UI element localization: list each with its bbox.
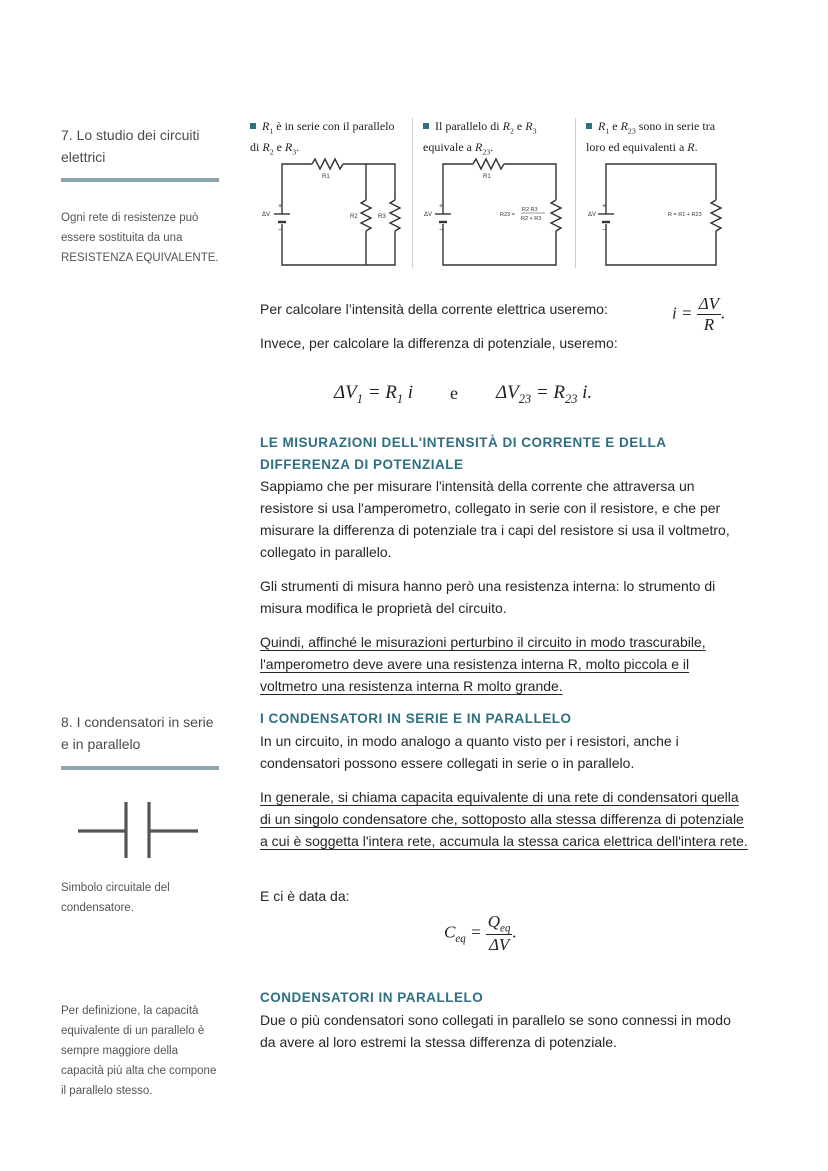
equation-and: e	[450, 383, 458, 403]
figure-2-caption: Il parallelo di $R_2$ e $R_3$ equivale a $R_{23}$.	[423, 119, 537, 157]
section-7-note: Ogni rete di resistenze può essere sostituita da una RESISTENZA EQUIVALENTE.	[61, 212, 219, 264]
paragraph-potential: Invece, per calcolare la differenza di potenziale, useremo:	[260, 335, 618, 351]
heading-measurements: LE MISURAZIONI DELL'INTENSITÀ DI CORRENTE E DELLA DIFFERENZA DI POTENZIALE	[260, 435, 667, 472]
section-8-divider	[61, 766, 219, 770]
circuit-1-label-r3: R3	[378, 214, 386, 220]
circuit-2-formula-left: R23 =	[500, 212, 515, 218]
circuit-diagram-3	[580, 152, 730, 272]
paragraph-therefore: Quindi, affinché le misurazioni perturbino il circuito in modo trascurabile, l'amperometro deve avere una resistenza interna R, molto piccola e il voltmetro una resistenza interna R molto grande.	[260, 634, 706, 694]
circuit-2-formula-den: R2 + R3	[521, 216, 542, 222]
capacitor-symbol	[76, 800, 201, 862]
svg-text:−: −	[439, 227, 444, 234]
paragraph-parallel: Due o più condensatori sono collegati in parallelo se sono connessi in modo da avere al loro estremi la stessa differenza di potenziale.	[260, 1012, 731, 1050]
svg-text:+: +	[439, 203, 444, 210]
svg-text:−: −	[602, 227, 607, 234]
circuit-1-label-r2: R2	[350, 214, 358, 220]
circuit-3-label-dv: ΔV	[588, 212, 597, 218]
figure-1-caption: $R_1$ è in serie con il parallelo di $R_2$ e $R_3$.	[250, 119, 395, 157]
figure-separator-2	[575, 118, 576, 268]
svg-text:−: −	[278, 227, 283, 234]
circuit-1-label-dv: ΔV	[262, 212, 271, 218]
equation-current: i = $\frac{\Delta V}{R}$ .	[672, 294, 726, 334]
circuit-3-formula: R = R1 + R23	[668, 212, 702, 218]
circuit-diagram-1	[250, 152, 410, 272]
equation-dv1: $\Delta V_1 = R_1$ i	[334, 382, 414, 406]
heading-condensers: I CONDENSATORI IN SERIE E IN PARALLELO	[260, 711, 572, 726]
paragraph-instruments: Gli strumenti di misura hanno però una resistenza interna: lo strumento di misura modifica le proprietà del circuito.	[260, 578, 716, 616]
parallel-definition-note: Per definizione, la capacità equivalente di un parallelo è sempre maggiore della capacità più alta che compone il parallelo stesso.	[61, 1005, 217, 1097]
paragraph-current: Per calcolare l’intensità della corrente elettrica useremo:	[260, 301, 608, 317]
paragraph-given-by: E ci è data da:	[260, 888, 350, 904]
paragraph-equivalent-capacitance: In generale, si chiama capacita equivalente di una rete di condensatori quella di un singolo condensatore che, sottoposto alla stessa differenza di potenziale a cui è soggetta l'intera rete, accumula la stessa carica elettrica dell'intera rete.	[260, 789, 748, 849]
svg-text:+: +	[278, 203, 283, 210]
figure-3-caption: $R_1$ e $R_{23}$ sono in serie tra loro ed equivalenti a R.	[586, 119, 716, 155]
heading-parallel: CONDENSATORI IN PARALLELO	[260, 990, 484, 1005]
circuit-2-label-r1: R1	[483, 174, 491, 180]
figure-separator-1	[412, 118, 413, 268]
equation-dv23: $\Delta V_{23} = R_{23}$ i.	[496, 382, 593, 406]
circuit-2-formula-num: R2 R3	[522, 207, 538, 213]
svg-text:+: +	[602, 203, 607, 210]
section-7-title: 7. Lo studio dei circuiti elettrici	[61, 127, 200, 165]
section-8-title: 8. I condensatori in serie e in parallelo	[61, 714, 214, 752]
equation-capacitance: $C_{eq}$ = $\frac{Q_{eq}}{\Delta V}$ .	[444, 912, 517, 955]
capacitor-symbol-caption: Simbolo circuitale del condensatore.	[61, 882, 170, 914]
section-7-divider	[61, 178, 219, 182]
paragraph-measurements: Sappiamo che per misurare l'intensità della corrente che attraversa un resistore si usa l'amperometro, collegato in serie con il resistore, e che per misurare la differenza di potenziale tra i capi del resistore si usa il voltmetro, collegato in parallelo.	[260, 478, 730, 560]
circuit-2-label-dv: ΔV	[424, 212, 433, 218]
circuit-1-label-r1: R1	[322, 174, 330, 180]
circuit-diagram-2	[418, 152, 573, 272]
paragraph-condensers: In un circuito, in modo analogo a quanto visto per i resistori, anche i condensatori possono essere collegati in serie o in parallelo.	[260, 733, 679, 771]
